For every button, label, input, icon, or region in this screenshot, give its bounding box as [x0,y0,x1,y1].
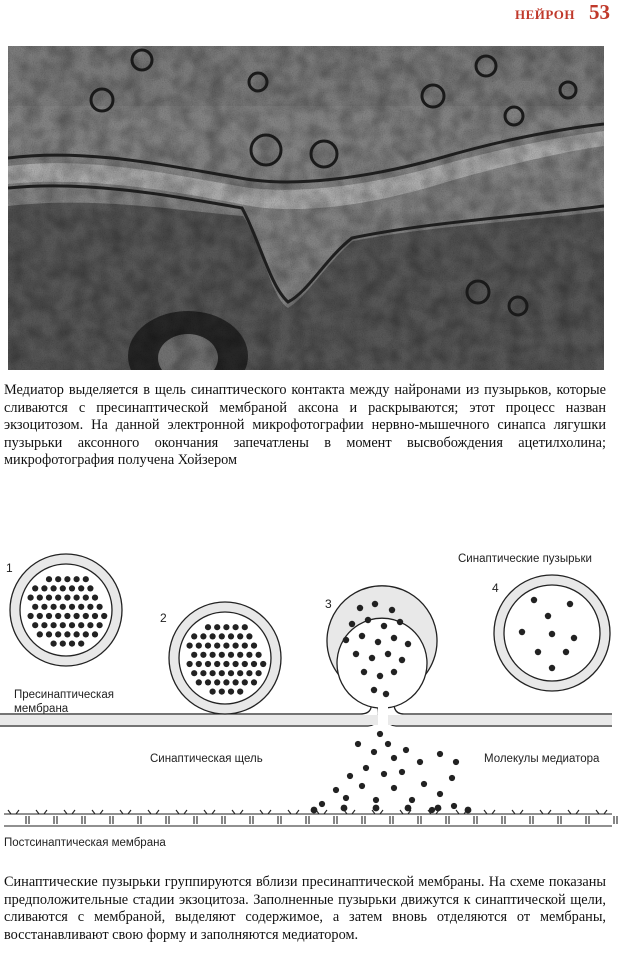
mediator-dot [205,661,211,667]
mediator-molecule [437,791,443,797]
mediator-dot [260,661,266,667]
mediator-dot [531,597,537,603]
vesicle-3 [327,586,437,728]
mediator-dot [51,585,57,591]
mediator-molecule [399,769,405,775]
mediator-molecule [333,787,339,793]
exocytosis-diagram [0,548,620,854]
mediator-dot [200,652,206,658]
bound-mediator [373,805,380,812]
mediator-dot [74,631,80,637]
mediator-dot [205,679,211,685]
mediator-dot [64,595,70,601]
label-presynaptic-line2: мембрана [14,703,69,715]
mediator-dot [377,673,383,679]
mediator-dot [37,595,43,601]
mediator-dot [41,622,47,628]
mediator-dot [256,652,262,658]
mediator-dot [74,613,80,619]
electron-micrograph-synapse [8,46,604,370]
mediator-molecule [373,797,379,803]
label-postsynaptic-membrane: Постсинаптическая мембрана [4,837,166,849]
mediator-dot [60,585,66,591]
mediator-dot [69,622,75,628]
mediator-molecule [381,771,387,777]
mediator-dot [200,633,206,639]
mediator-dot [74,576,80,582]
mediator-dot [97,622,103,628]
mediator-dot [381,623,387,629]
running-head-title: НЕЙРОН [515,7,575,22]
mediator-dot [228,633,234,639]
mediator-dot [223,643,229,649]
mediator-dot [233,661,239,667]
mediator-molecule [363,765,369,771]
mediator-molecule [451,803,457,809]
mediator-dot [205,643,211,649]
mediator-dot [233,624,239,630]
mediator-molecule [403,747,409,753]
mediator-dot [64,613,70,619]
mediator-dot [51,604,57,610]
mediator-dot [242,624,248,630]
mediator-dot [549,631,555,637]
stage-number-3: 3 [325,597,332,611]
mediator-dot [549,665,555,671]
mediator-molecule [417,759,423,765]
mediator-dot [397,619,403,625]
diagram-caption: Синаптические пузырьки группируются вблизи пресинаптической мембраны. На схеме показаны предположительные стадии экзоцитоза. Заполненные пузырьки движутся к синаптической щели, сливаются с мембраной, выделяют содержимое, а затем вновь отделяются от мембраны, восстанавливают свою форму и заполняются медиатором. [4,874,606,943]
mediator-dot [210,633,216,639]
mediator-dot [223,661,229,667]
mediator-dot [78,585,84,591]
mediator-dot [196,679,202,685]
mediator-dot [246,652,252,658]
mediator-dot [187,661,193,667]
label-synaptic-cleft: Синаптическая щель [150,753,263,765]
mediator-dot [353,651,359,657]
mediator-dot [74,595,80,601]
mediator-dot [60,641,66,647]
mediator-dot [246,633,252,639]
mediator-dot [219,670,225,676]
mediator-dot [210,689,216,695]
mediator-dot [83,595,89,601]
mediator-dot [251,679,257,685]
mediator-dot [32,585,38,591]
mediator-dot [219,652,225,658]
label-synaptic-vesicles: Синаптические пузырьки [458,553,592,565]
mediator-dot [83,631,89,637]
mediator-dot [92,613,98,619]
mediator-dot [391,635,397,641]
mediator-dot [375,639,381,645]
mediator-dot [191,670,197,676]
mediator-dot [97,604,103,610]
mediator-dot [372,601,378,607]
mediator-dot [251,661,257,667]
mediator-dot [28,595,34,601]
mediator-dot [385,651,391,657]
mediator-molecule [385,741,391,747]
mediator-dot [223,624,229,630]
mediator-dot [233,679,239,685]
mediator-dot [69,585,75,591]
mediator-dot [32,622,38,628]
mediator-dot [545,613,551,619]
mediator-dot [214,661,220,667]
stage-number-2: 2 [160,611,167,625]
mediator-molecule [371,749,377,755]
mediator-dot [237,670,243,676]
mediator-dot [51,641,57,647]
mediator-dot [55,576,61,582]
mediator-dot [237,652,243,658]
mediator-molecule [391,785,397,791]
mediator-dot [251,643,257,649]
mediator-dot [64,576,70,582]
mediator-dot [196,661,202,667]
mediator-dot [78,604,84,610]
mediator-dot [191,652,197,658]
mediator-molecule [437,751,443,757]
mediator-molecule [449,775,455,781]
mediator-dot [228,670,234,676]
mediator-dot [389,607,395,613]
mediator-molecule [421,781,427,787]
mediator-dot [101,613,107,619]
mediator-molecule [409,797,415,803]
mediator-dot [37,613,43,619]
stage-number-4: 4 [492,581,499,595]
bound-mediator [435,805,442,812]
mediator-dot [69,604,75,610]
label-presynaptic-line1: Пресинаптическая [14,689,114,701]
mediator-dot [205,624,211,630]
mediator-dot [237,633,243,639]
mediator-dot [246,670,252,676]
mediator-dot [237,689,243,695]
mediator-dot [571,635,577,641]
mediator-dot [55,595,61,601]
mediator-dot [60,622,66,628]
mediator-dot [210,670,216,676]
mediator-molecule [453,759,459,765]
mediator-molecule [355,741,361,747]
mediator-molecule [391,755,397,761]
mediator-dot [369,655,375,661]
label-mediator-molecules: Молекулы медиатора [484,753,600,765]
running-header [515,0,610,26]
mediator-dot [78,622,84,628]
mediator-dot [51,622,57,628]
mediator-dot [83,576,89,582]
mediator-dot [78,641,84,647]
mediator-dot [55,631,61,637]
mediator-dot [343,637,349,643]
mediator-dot [196,643,202,649]
mediator-dot [214,679,220,685]
stage-number-1: 1 [6,561,13,575]
mediator-molecule [343,795,349,801]
mediator-dot [46,613,52,619]
mediator-dot [32,604,38,610]
mediator-dot [228,652,234,658]
mediator-dot [41,604,47,610]
mediator-dot [242,643,248,649]
mediator-dot [214,624,220,630]
mediator-dot [383,691,389,697]
mediator-dot [567,601,573,607]
mediator-molecule [347,773,353,779]
mediator-dot [256,670,262,676]
mediator-dot [219,633,225,639]
mediator-molecule [359,783,365,789]
vesicle-1 [10,554,122,666]
mediator-dot [519,629,525,635]
mediator-dot [69,641,75,647]
mediator-dot [349,621,355,627]
mediator-dot [210,652,216,658]
postsynaptic-membrane [4,810,617,826]
mediator-dot [359,633,365,639]
mediator-dot [64,631,70,637]
mediator-dot [535,649,541,655]
mediator-dot [37,631,43,637]
mediator-dot [200,670,206,676]
mediator-dot [391,669,397,675]
mediator-dot [219,689,225,695]
mediator-dot [233,643,239,649]
mediator-dot [87,622,93,628]
mediator-dot [46,576,52,582]
mediator-dot [191,633,197,639]
mediator-dot [365,617,371,623]
micrograph-caption: Медиатор выделяется в щель синаптического контакта между найронами из пузырьков, которые сливаются с пресинаптической мембраной аксона и раскрываются; этот процесс назван экзоцитозом. На данной электронной микрофотографии нервно-мышечного синапса лягушки пузырьки аксонного окончания запечатлены в момент высвобождения ацетилхолина; микрофотография получена Хойзером [4,382,606,468]
mediator-dot [361,669,367,675]
mediator-dot [228,689,234,695]
mediator-dot [357,605,363,611]
mediator-molecule [377,731,383,737]
mediator-dot [46,595,52,601]
mediator-dot [399,657,405,663]
mediator-dot [371,687,377,693]
mediator-dot [242,679,248,685]
mediator-dot [563,649,569,655]
mediator-dot [92,631,98,637]
mediator-dot [55,613,61,619]
mediator-dot [214,643,220,649]
mediator-dot [28,613,34,619]
cleft-mediator-molecules [311,731,472,814]
mediator-dot [92,595,98,601]
mediator-dot [83,613,89,619]
vesicle-2 [169,602,281,714]
mediator-dot [46,631,52,637]
mediator-molecule [319,801,325,807]
mediator-dot [87,604,93,610]
mediator-dot [60,604,66,610]
mediator-dot [87,585,93,591]
mediator-dot [187,643,193,649]
mediator-dot [405,641,411,647]
page-number: 53 [589,0,610,24]
mediator-dot [223,679,229,685]
mediator-dot [41,585,47,591]
mediator-dot [242,661,248,667]
